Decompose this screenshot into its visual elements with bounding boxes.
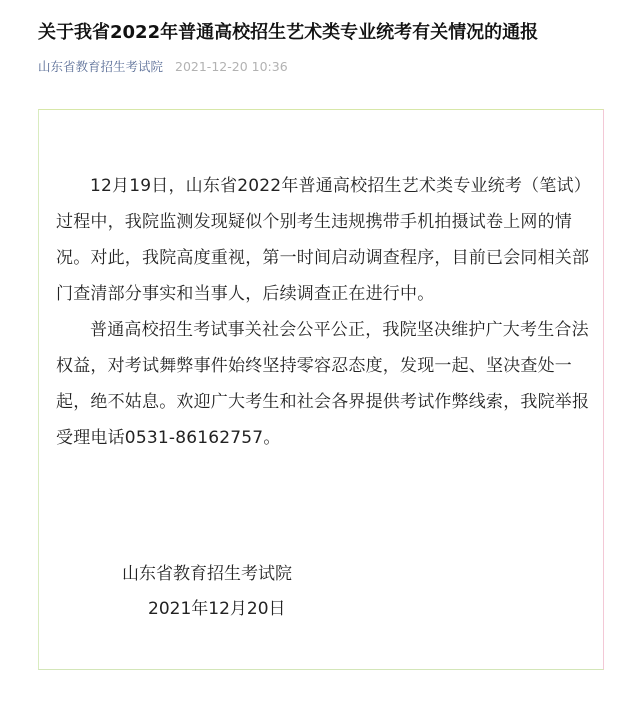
article-meta [38, 58, 288, 76]
signature-organization: 山东省教育招生考试院 [122, 564, 292, 584]
article-body [56, 168, 592, 456]
signature-date: 2021年12月20日 [148, 599, 286, 619]
article-title: 关于我省2022年普通高校招生艺术类专业统考有关情况的通报 [38, 22, 539, 43]
source-link[interactable]: 山东省教育招生考试院 [38, 59, 164, 74]
publish-time: 2021-12-20 10:36 [175, 59, 288, 74]
body-paragraph-1: 12月19日，山东省2022年普通高校招生艺术类专业统考（笔试）过程中，我院监测发现疑似个别考生违规携带手机拍摄试卷上网的情况。对此，我院高度重视，第一时间启动调查程序，目前已会同相关部门查清部分事实和当事人，后续调查正在进行中。 [56, 176, 591, 304]
body-paragraph-2: 普通高校招生考试事关社会公平公正，我院坚决维护广大考生合法权益，对考试舞弊事件始终坚持零容忍态度，发现一起、坚决查处一起，绝不姑息。欢迎广大考生和社会各界提供考试作弊线索，我院举报受理电话0531-86162757。 [56, 320, 590, 448]
